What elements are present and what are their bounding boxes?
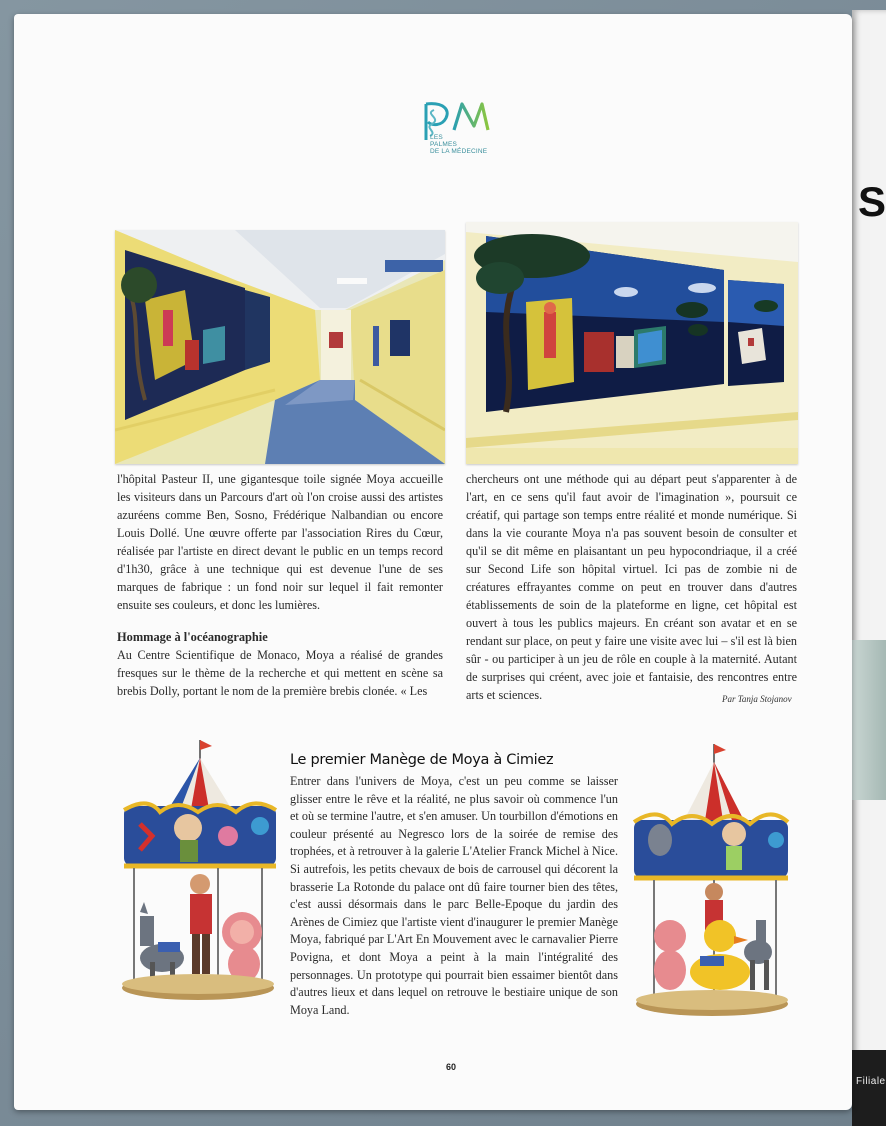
article-column-left (117, 470, 443, 700)
mural-illustration (466, 222, 798, 464)
carousel-illustration (630, 740, 794, 1020)
corridor-illustration (115, 230, 445, 464)
feature-paragraph: Entrer dans l'univers de Moya, c'est un peu comme se laisser glisser entre le rêve et la réalité, ne plus savoir où commence l'un et où se termine l'autre, et s'en amuser. Un tourbillon d'émotions en couleur présenté au Negresco lors de la soirée de remise des trophées, et à retrouver à la galerie L'Atelier Franck Michel à Nice. Si autrefois, les petits chevaux de bois de carrousel qui décorent la brasserie La Rotonde du palace ont dû faire tourner bien des têtes, c'est aussi désormais dans le parc Belle-Epoque du jardin des Arènes de Cimiez que l'artiste vient d'inaugurer le premier Manège Moya, fabriqué par L'Art En Mouvement avec le carnavalier Pierre Povigna, et dont Moya a peint à la main l'intégralité des personnages. Un prototype qui pourrait bien essaimer bientôt dans d'autres lieux et dans lequel on retrouve le bestiaire unique de son Moya Land. (290, 774, 618, 1017)
article-paragraph: chercheurs ont une méthode qui au départ peut s'apparenter à de l'art, en ce sens qu'il faut avoir de l'imagination », poursuit ce créatif, qui partage son temps entre réalité et monde numérique. Si dans la vie courante Moya n'a pas souvent besoin de consulter et qu'il se dit même en plaisantant un peu hypocondriaque, il a créé sur Second Life son hôpital virtuel. Ici pas de zombie ni de créatures effrayantes comme on peut en trouver dans d'autres établissements de soin de la plateforme en ligne, cet hôpital est ouvert à tous les publics majeurs. En créant son avatar et en se rendant sur place, on peut y faire une visite avec lui – s'il est là bien sûr - ou participer à un jeu de rôle en couple à la maternité. Autant de surprises qui créent, avec joie et fantaisie, des rencontres entre arts et sciences. (466, 472, 797, 702)
article-paragraph: Au Centre Scientifique de Monaco, Moya a réalisé de grandes fresques sur le thème de la recherche et qui mettent en scène sa brebis Dolly, portant le nom de la première brebis clonée. « Les (117, 648, 443, 698)
carousel-illustration (118, 736, 280, 1008)
logo-caption-line: DE LA MÉDECINE (430, 148, 488, 155)
article-paragraph: l'hôpital Pasteur II, une gigantesque toile signée Moya accueille les visiteurs dans un Parcours d'art où l'on croise aussi des artistes azuréens comme Ben, Sosno, Frédérique Nalbandian ou encore Louis Dollé. Une œuvre offerte par l'association Rires du Cœur, réalisée par l'artiste en direct devant le public en un temps record d'1h30, grâce à une technique qui est devenue l'une de ses marques de fabrique : un fond noir sur lequel il fait remonter ensuite ses couleurs, et donc les lumières. (117, 472, 443, 612)
carousel-photo-left (118, 736, 280, 1008)
logo-caption-line: PALMES (430, 141, 458, 148)
section-subheading: Hommage à l'océanographie (117, 630, 268, 644)
feature-title: Le premier Manège de Moya à Cimiez (290, 752, 554, 768)
adjacent-page (852, 10, 886, 1120)
author-byline: Par Tanja Stojanov (722, 694, 792, 704)
carousel-photo-right (630, 740, 794, 1020)
article-column-right (466, 470, 797, 704)
logo-caption-line: LES (430, 134, 443, 141)
logo-caption (430, 134, 487, 155)
adjacent-page-footer-band (852, 1050, 886, 1126)
adjacent-page-footer-text: Filiale (856, 1076, 886, 1087)
mural-photo (466, 222, 798, 464)
adjacent-page-band (852, 640, 886, 800)
page-number: 60 (446, 1062, 457, 1072)
corridor-photo (115, 230, 445, 464)
adjacent-page-letter: S (858, 178, 886, 225)
